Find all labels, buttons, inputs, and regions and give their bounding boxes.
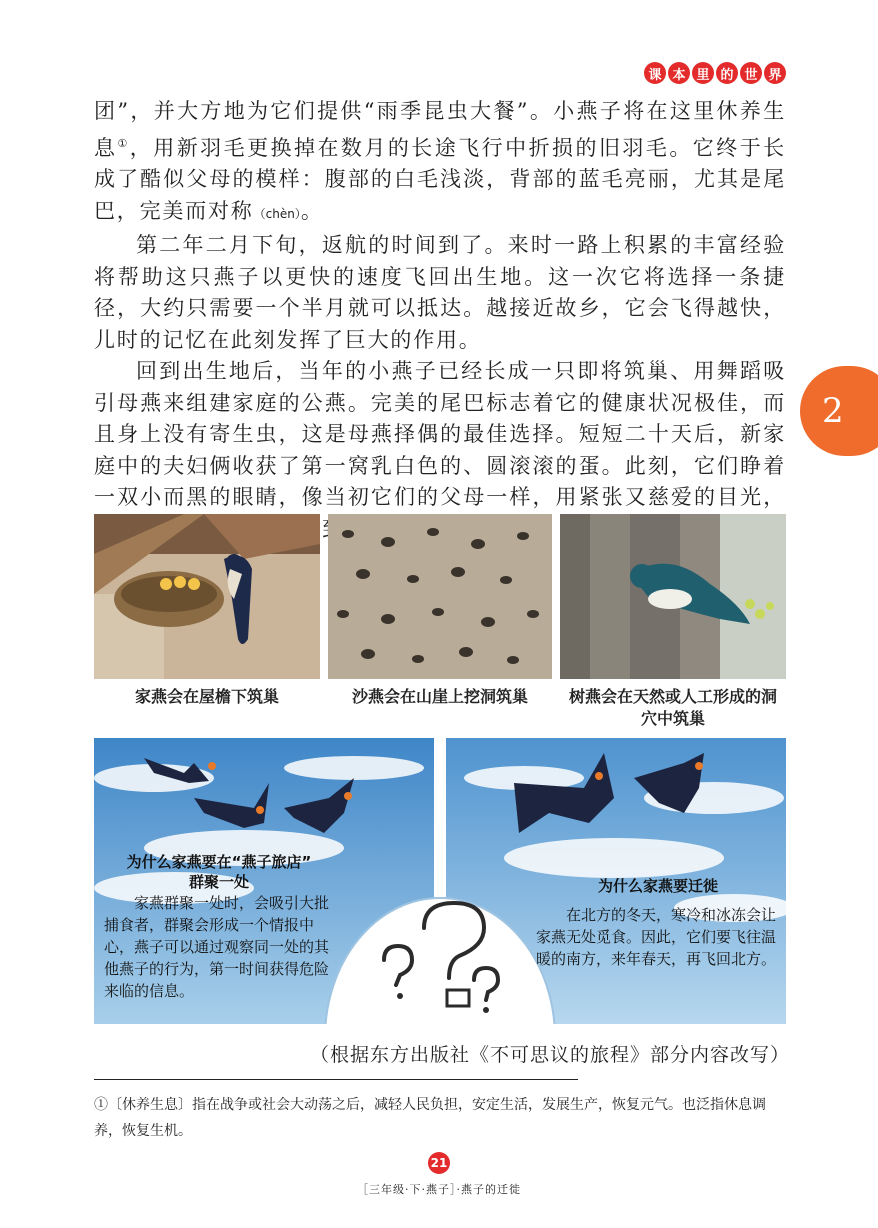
page-number: 21 bbox=[428, 1152, 450, 1174]
paragraph bbox=[94, 96, 786, 230]
pinyin-annotation: （chèn） bbox=[253, 206, 301, 221]
chapter-tab[interactable] bbox=[800, 366, 878, 456]
chapter-number: 2 bbox=[822, 391, 844, 431]
text-run: ，用新羽毛更换掉在数月的长途飞行中折损的旧羽毛。它终于长成了酷似父母的模样：腹部的白毛浅淡，背部的蓝毛亮丽，尤其是尾巴，完美而对称 bbox=[94, 135, 786, 223]
swallow-info-panel bbox=[94, 738, 786, 1024]
info-right bbox=[536, 876, 780, 970]
info-right-title: 为什么家燕要迁徙 bbox=[597, 877, 718, 895]
badge-char: 本 bbox=[668, 62, 690, 84]
sand-martin-caption: 沙燕会在山崖上挖洞筑巢 bbox=[351, 687, 528, 706]
title-line: 群聚一处 bbox=[188, 873, 249, 891]
barn-swallow-photo bbox=[94, 514, 320, 679]
badge-char: 世 bbox=[740, 62, 762, 84]
paragraph: 第二年二月下旬，返航的时间到了。来时一路上积累的丰富经验将帮助这只燕子以更快的速度飞回出生地。这一次它将选择一条捷径，大约只需要一个半月就可以抵达。越接近故乡，它会飞得越快，儿时的记忆在此刻发挥了巨大的作用。 bbox=[94, 233, 786, 352]
text-run: 。 bbox=[300, 198, 324, 223]
info-left-body: 家燕群聚一处时，会吸引大批捕食者，群聚会形成一个情报中心，燕子可以通过观察同一处的其他燕子的行为，第一时间获得危险来临的信息。 bbox=[104, 894, 330, 1000]
badge-char: 的 bbox=[716, 62, 738, 84]
article-body bbox=[94, 96, 786, 545]
running-footer: ［三年级·下·燕子］·燕子的迁徙 bbox=[357, 1183, 521, 1196]
source-attribution: （根据东方出版社《不可思议的旅程》部分内容改写） bbox=[310, 1044, 791, 1066]
info-left-title bbox=[104, 852, 334, 892]
tree-swallow-caption bbox=[560, 686, 786, 730]
badge-char: 界 bbox=[764, 62, 786, 84]
footnote-divider bbox=[94, 1079, 578, 1080]
section-badge bbox=[644, 62, 786, 84]
text-run: 团”，并大方地为它们提供“雨季昆虫大餐”。小燕子将在这里休养生息 bbox=[94, 99, 786, 160]
tree-swallow-photo bbox=[560, 514, 786, 679]
badge-char: 里 bbox=[692, 62, 714, 84]
badge-char: 课 bbox=[644, 62, 666, 84]
caption-line: 树燕会在天然或人工形成的洞 bbox=[568, 687, 777, 706]
caption-line: 穴中筑巢 bbox=[640, 709, 705, 728]
footnote-marker[interactable]: ① bbox=[117, 136, 130, 150]
footnote: ①〔休养生息〕指在战争或社会大动荡之后，减轻人民负担，安定生活，发展生产，恢复元气。也泛指休息调养，恢复生机。 bbox=[94, 1097, 766, 1139]
paragraph: 回到出生地后，当年的小燕子已经长成一只即将筑巢、用舞蹈吸引母燕来组建家庭的公燕。完美的尾巴标志着它的健康状况极佳，而且身上没有寄生虫，这是母燕择偶的最佳选择。短短二十天后，新家庭中的夫妇俩收获了第一窝乳白色的、圆滚滚的蛋。此刻，它们睁着一双小而黑的眼睛，像当初它们的父母一样，用紧张又慈爱的目光， 生命的到来。 bbox=[94, 359, 786, 541]
info-left bbox=[104, 852, 334, 1002]
info-right-body: 在北方的冬天，寒冷和冰冻会让家燕无处觅食。因此，它们要飞往温暖的南方，来年春天，再飞回北方。 bbox=[536, 906, 777, 968]
sand-martin-cliff-photo bbox=[328, 514, 552, 679]
barn-swallow-caption: 家燕会在屋檐下筑巢 bbox=[134, 687, 279, 706]
title-line: 为什么家燕要在“燕子旅店” bbox=[126, 853, 312, 871]
